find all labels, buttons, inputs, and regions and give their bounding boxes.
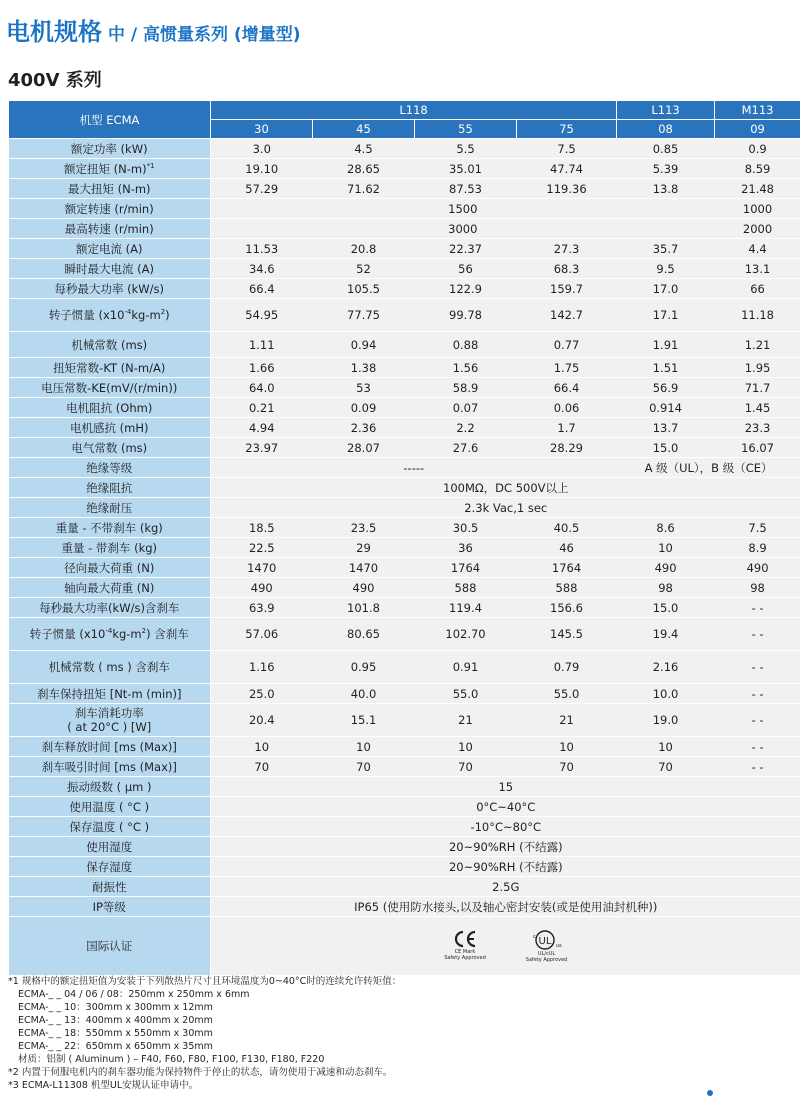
cell: 7.5: [517, 139, 617, 159]
cell: 1.21: [715, 332, 800, 358]
table-row: [9, 797, 800, 817]
cell: 10: [617, 737, 715, 757]
cell: 105.5: [313, 279, 415, 299]
cell: 21: [517, 704, 617, 737]
cell: 142.7: [517, 299, 617, 332]
cell: 66: [715, 279, 800, 299]
table-row: [9, 398, 800, 418]
cell: 23.97: [211, 438, 313, 458]
row-label: 瞬时最大电流 (A): [9, 259, 211, 279]
note: 材质：铝制 ( Aluminum ) – F40, F60, F80, F100, F130, F180, F220: [18, 1054, 325, 1065]
cell: 1.95: [715, 358, 800, 378]
cell: 1000: [715, 199, 800, 219]
row-label: 额定电流 (A): [9, 239, 211, 259]
table-row: [9, 139, 800, 159]
cell: - -: [715, 684, 800, 704]
cell: 2.2: [415, 418, 517, 438]
cell: 0.06: [517, 398, 617, 418]
cell: 16.07: [715, 438, 800, 458]
table-row: [9, 704, 800, 737]
note: *3 ECMA-L11308 机型UL安规认证申请中。: [8, 1080, 199, 1091]
cell: 63.9: [211, 598, 313, 618]
table-row: [9, 877, 800, 897]
row-label: 电压常数-KE(mV/(r/min)): [9, 378, 211, 398]
cell: 20~90%RH (不结露): [211, 837, 800, 857]
cell: 87.53: [415, 179, 517, 199]
cell: 19.10: [211, 159, 313, 179]
cell: 100MΩ，DC 500V以上: [211, 478, 800, 498]
cell: 57.29: [211, 179, 313, 199]
cell: 70: [617, 757, 715, 777]
cell: 47.74: [517, 159, 617, 179]
model-header: 08: [617, 120, 715, 139]
cell: 1.11: [211, 332, 313, 358]
cell: 3000: [211, 219, 715, 239]
cell: 68.3: [517, 259, 617, 279]
table-row: [9, 837, 800, 857]
cell: 98: [715, 578, 800, 598]
cell: IP65 (使用防水接头,以及轴心密封安装(或是使用油封机种)): [211, 897, 800, 917]
cell: 119.36: [517, 179, 617, 199]
note: *1 规格中的额定扭矩值为安装于下列散热片尺寸且环境温度为0~40°C时的连续允许转矩值：: [8, 976, 402, 987]
cell: 34.6: [211, 259, 313, 279]
table-row: [9, 418, 800, 438]
row-label: 电气常数 (ms): [9, 438, 211, 458]
row-label: IP等级: [9, 897, 211, 917]
table-row: [9, 199, 800, 219]
cell: 52: [313, 259, 415, 279]
cell: 490: [617, 558, 715, 578]
cell: - -: [715, 704, 800, 737]
cell: 1.45: [715, 398, 800, 418]
cell: 10: [211, 737, 313, 757]
table-row: [9, 478, 800, 498]
model-header: 09: [715, 120, 800, 139]
series-title: 400V 系列: [8, 70, 102, 91]
table-row: [9, 897, 800, 917]
row-label: 每秒最大功率(kW/s)含刹车: [9, 598, 211, 618]
table-row: [9, 777, 800, 797]
table-row: [9, 299, 800, 332]
cell: 80.65: [313, 618, 415, 651]
cell: 1.51: [617, 358, 715, 378]
cell: 102.70: [415, 618, 517, 651]
cell: 23.5: [313, 518, 415, 538]
cell: 0.94: [313, 332, 415, 358]
table-row: [9, 538, 800, 558]
cell: 0.9: [715, 139, 800, 159]
cell: A 级（UL），B 级（CE）: [617, 458, 800, 478]
cell: 98: [617, 578, 715, 598]
table-row: [9, 279, 800, 299]
table-row: [9, 219, 800, 239]
row-label: 重量 - 带刹车 (kg): [9, 538, 211, 558]
cell: 10: [415, 737, 517, 757]
cell: 17.1: [617, 299, 715, 332]
model-header: 55: [415, 120, 517, 139]
group-header: M113: [715, 101, 800, 120]
cell: 1.7: [517, 418, 617, 438]
cell: 13.7: [617, 418, 715, 438]
cell: 29: [313, 538, 415, 558]
row-label: 机械常数 (ms): [9, 332, 211, 358]
cell: 13.8: [617, 179, 715, 199]
cell: 1.38: [313, 358, 415, 378]
row-label: 最高转速 (r/min): [9, 219, 211, 239]
cell: 4.4: [715, 239, 800, 259]
row-label: 保存湿度: [9, 857, 211, 877]
svg-text:UL: UL: [538, 936, 551, 947]
cell: 21.48: [715, 179, 800, 199]
table-row: [9, 684, 800, 704]
table-row: [9, 498, 800, 518]
cell: 17.0: [617, 279, 715, 299]
cell: 55.0: [415, 684, 517, 704]
cell: 0.79: [517, 651, 617, 684]
row-label: 保存温度 ( °C ): [9, 817, 211, 837]
cell: - -: [715, 651, 800, 684]
model-header: 75: [517, 120, 617, 139]
row-label: 机械常数 ( ms ) 含刹车: [9, 651, 211, 684]
cert-cell: [211, 917, 800, 976]
cell: 1.16: [211, 651, 313, 684]
cell: 27.6: [415, 438, 517, 458]
cell: 7.5: [715, 518, 800, 538]
cell: 66.4: [211, 279, 313, 299]
cell: - -: [715, 598, 800, 618]
model-header: 30: [211, 120, 313, 139]
row-label: 绝缘阻抗: [9, 478, 211, 498]
cell: 0.95: [313, 651, 415, 684]
cell: 1764: [415, 558, 517, 578]
table-row: [9, 917, 800, 976]
cell: 22.5: [211, 538, 313, 558]
note: ECMA-_ _ 04 / 06 / 08：250mm x 250mm x 6mm: [18, 989, 250, 1000]
cell: 0°C~40°C: [211, 797, 800, 817]
cell: 490: [313, 578, 415, 598]
ce-icon: [452, 929, 478, 949]
cell: 35.7: [617, 239, 715, 259]
title-main: 电机规格: [6, 18, 102, 46]
table-row: [9, 259, 800, 279]
model-header: 45: [313, 120, 415, 139]
cell: 64.0: [211, 378, 313, 398]
cell: 1470: [211, 558, 313, 578]
table-row: [9, 358, 800, 378]
cell: 71.7: [715, 378, 800, 398]
cell: 490: [715, 558, 800, 578]
model-label: 机型 ECMA: [9, 101, 211, 139]
cell: 57.06: [211, 618, 313, 651]
group-header: L113: [617, 101, 715, 120]
row-label: 额定功率 (kW): [9, 139, 211, 159]
table-row: [9, 757, 800, 777]
cell: 71.62: [313, 179, 415, 199]
cell: 77.75: [313, 299, 415, 332]
table-row: [9, 438, 800, 458]
row-label: 转子惯量 $(x10^{-4}kg-m^2)$: [9, 299, 211, 332]
cell: 18.5: [211, 518, 313, 538]
cell: - -: [715, 737, 800, 757]
cell: 1764: [517, 558, 617, 578]
cell: 53: [313, 378, 415, 398]
cell: 588: [517, 578, 617, 598]
row-label: 额定转速 (r/min): [9, 199, 211, 219]
cell: 54.95: [211, 299, 313, 332]
cell: 28.65: [313, 159, 415, 179]
cell: 36: [415, 538, 517, 558]
cell: 40.0: [313, 684, 415, 704]
cell: 70: [415, 757, 517, 777]
cell: 13.1: [715, 259, 800, 279]
row-label: 转子惯量 $(x10^{-4}kg-m^2)$ 含刹车: [9, 618, 211, 651]
cell: 0.914: [617, 398, 715, 418]
cell: 15.1: [313, 704, 415, 737]
cell: 28.29: [517, 438, 617, 458]
row-label: 电机阻抗 (Ohm): [9, 398, 211, 418]
cell: 490: [211, 578, 313, 598]
cell: 1.66: [211, 358, 313, 378]
row-label: 每秒最大功率 (kW/s): [9, 279, 211, 299]
table-row: [9, 558, 800, 578]
cell: 119.4: [415, 598, 517, 618]
cell: 20.4: [211, 704, 313, 737]
cell: 4.5: [313, 139, 415, 159]
cell: 15.0: [617, 598, 715, 618]
cell: 70: [211, 757, 313, 777]
row-label: 电机感抗 (mH): [9, 418, 211, 438]
cell: 0.85: [617, 139, 715, 159]
table-row: [9, 518, 800, 538]
cell: 15.0: [617, 438, 715, 458]
page-marker: [707, 1090, 713, 1096]
cell: 66.4: [517, 378, 617, 398]
note: ECMA-_ _ 22：650mm x 650mm x 35mm: [18, 1041, 213, 1052]
row-label: 轴向最大荷重 (N): [9, 578, 211, 598]
cell: 156.6: [517, 598, 617, 618]
cell: 3.0: [211, 139, 313, 159]
cell: 8.59: [715, 159, 800, 179]
cell: 1.75: [517, 358, 617, 378]
cell: 30.5: [415, 518, 517, 538]
table-row: [9, 651, 800, 684]
cell: 0.09: [313, 398, 415, 418]
title-sub: 中 / 高惯量系列 (增量型): [108, 25, 301, 45]
row-label: 国际认证: [9, 917, 211, 976]
row-label: 耐振性: [9, 877, 211, 897]
row-label: 使用温度 ( °C ): [9, 797, 211, 817]
cell: 2.5G: [211, 877, 800, 897]
note: *2 内置于伺服电机内的刹车器功能为保持物件于停止的状态，请勿使用于减速和动态刹车。: [8, 1067, 393, 1078]
cell: 11.53: [211, 239, 313, 259]
table-row: [9, 159, 800, 179]
row-label: 刹车释放时间 [ms (Max)]: [9, 737, 211, 757]
cell: 0.07: [415, 398, 517, 418]
cell: 10: [617, 538, 715, 558]
svg-text:c: c: [532, 934, 536, 940]
cell: 70: [517, 757, 617, 777]
cell: - -: [715, 757, 800, 777]
cell: 21: [415, 704, 517, 737]
cell: 4.94: [211, 418, 313, 438]
cell: 10.0: [617, 684, 715, 704]
cell: 46: [517, 538, 617, 558]
cell: 588: [415, 578, 517, 598]
ul-mark: UL c us UL/cUL Safety Approved: [526, 929, 568, 963]
cell: 70: [313, 757, 415, 777]
row-label: 重量 - 不带刹车 (kg): [9, 518, 211, 538]
cell: 27.3: [517, 239, 617, 259]
ul-icon: [530, 929, 564, 951]
cell: 25.0: [211, 684, 313, 704]
table-row: [9, 179, 800, 199]
cell: 0.77: [517, 332, 617, 358]
row-label: 刹车消耗功率 ( at 20°C ) [W]: [9, 704, 211, 737]
cell: 15: [211, 777, 800, 797]
row-label: 振动级数 ( μm ): [9, 777, 211, 797]
cell: 23.3: [715, 418, 800, 438]
cell: 1470: [313, 558, 415, 578]
row-label: 刹车保持扭矩 [Nt-m (min)]: [9, 684, 211, 704]
table-row: [9, 578, 800, 598]
cell: 8.9: [715, 538, 800, 558]
cell: 35.01: [415, 159, 517, 179]
cell: -----: [211, 458, 617, 478]
row-label: 绝缘耐压: [9, 498, 211, 518]
group-header: L118: [211, 101, 617, 120]
cell: 10: [313, 737, 415, 757]
table-row: [9, 817, 800, 837]
spec-table: [8, 100, 800, 976]
cell: 20.8: [313, 239, 415, 259]
cell: 99.78: [415, 299, 517, 332]
cell: 19.0: [617, 704, 715, 737]
cell: 145.5: [517, 618, 617, 651]
cell: 101.8: [313, 598, 415, 618]
cell: 9.5: [617, 259, 715, 279]
cell: 0.21: [211, 398, 313, 418]
page-title: [6, 12, 301, 47]
cell: 55.0: [517, 684, 617, 704]
note: ECMA-_ _ 13：400mm x 400mm x 20mm: [18, 1015, 213, 1026]
cell: 1.91: [617, 332, 715, 358]
cell: 159.7: [517, 279, 617, 299]
table-row: [9, 332, 800, 358]
cell: 10: [517, 737, 617, 757]
cell: -10°C~80°C: [211, 817, 800, 837]
ce-mark: CE Mark Safety Approved: [444, 929, 486, 961]
cell: 8.6: [617, 518, 715, 538]
cell: 0.88: [415, 332, 517, 358]
row-label: 使用湿度: [9, 837, 211, 857]
table-row: [9, 598, 800, 618]
cell: 58.9: [415, 378, 517, 398]
table-row: [9, 857, 800, 877]
row-label: 最大扭矩 (N-m): [9, 179, 211, 199]
table-row: [9, 239, 800, 259]
cell: 0.91: [415, 651, 517, 684]
cell: 11.18: [715, 299, 800, 332]
row-label: 绝缘等级: [9, 458, 211, 478]
cell: 19.4: [617, 618, 715, 651]
svg-text:us: us: [555, 943, 562, 949]
cell: 22.37: [415, 239, 517, 259]
row-label: 扭矩常数-KT (N-m/A): [9, 358, 211, 378]
row-label: 额定扭矩 $(N-m)^{*1}$: [9, 159, 211, 179]
cell: 40.5: [517, 518, 617, 538]
cell: 56: [415, 259, 517, 279]
table-row: [9, 458, 800, 478]
table-row: [9, 378, 800, 398]
cell: 28.07: [313, 438, 415, 458]
row-label: 径向最大荷重 (N): [9, 558, 211, 578]
row-label: 刹车吸引时间 [ms (Max)]: [9, 757, 211, 777]
cell: 5.5: [415, 139, 517, 159]
cell: 1500: [211, 199, 715, 219]
footnotes: [8, 975, 401, 1092]
table-row: [9, 618, 800, 651]
cell: - -: [715, 618, 800, 651]
cell: 2.36: [313, 418, 415, 438]
cell: 2.3k Vac,1 sec: [211, 498, 800, 518]
cell: 5.39: [617, 159, 715, 179]
cell: 1.56: [415, 358, 517, 378]
cell: 56.9: [617, 378, 715, 398]
cell: 20~90%RH (不结露): [211, 857, 800, 877]
cell: 122.9: [415, 279, 517, 299]
note: ECMA-_ _ 10：300mm x 300mm x 12mm: [18, 1002, 213, 1013]
cell: 2000: [715, 219, 800, 239]
note: ECMA-_ _ 18：550mm x 550mm x 30mm: [18, 1028, 213, 1039]
cell: 2.16: [617, 651, 715, 684]
table-row: [9, 737, 800, 757]
